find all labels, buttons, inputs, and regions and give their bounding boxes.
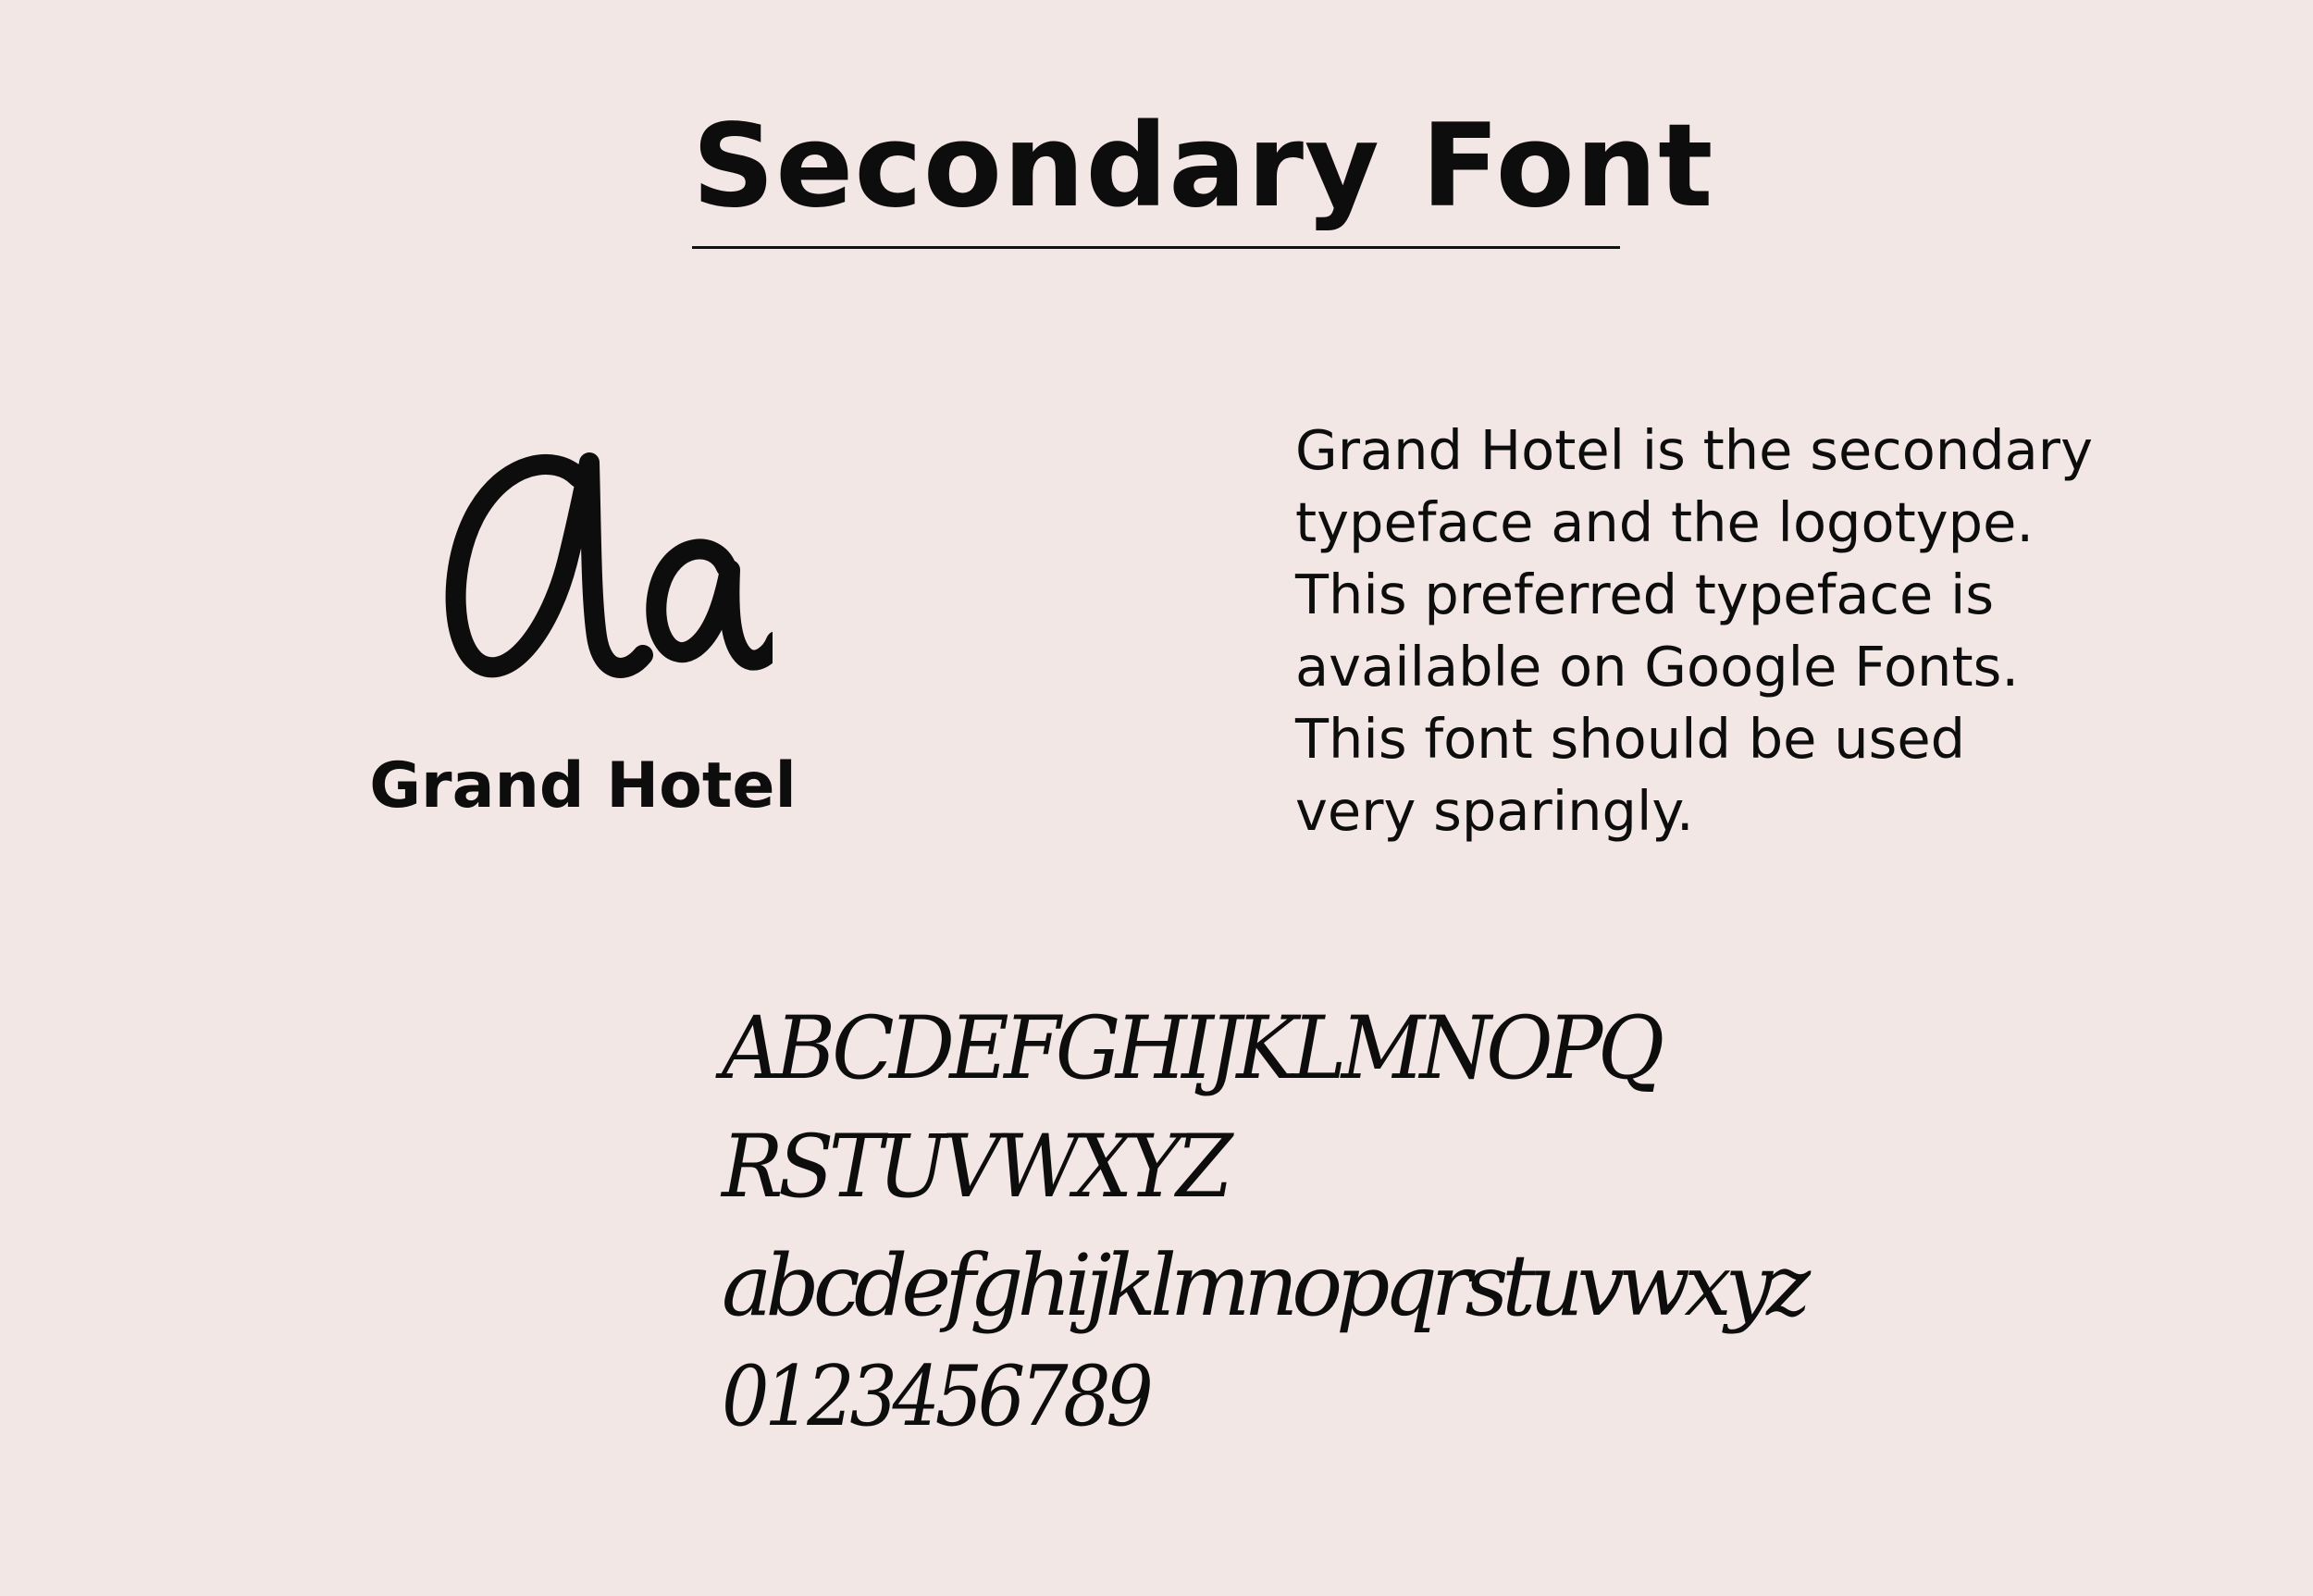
page-title: Secondary Font (692, 100, 1714, 233)
description-line: This preferred typeface is (1295, 563, 1995, 626)
lowercase-line: abcdefghijklmnopqrstuvwxyz (722, 1236, 1805, 1335)
description-line: available on Google Fonts. (1295, 635, 2020, 699)
description-line: very sparingly. (1295, 779, 1694, 843)
digits-line: 0123456789 (722, 1348, 1149, 1445)
character-set (722, 990, 1805, 1449)
font-description (1295, 414, 2276, 847)
uppercase-line-2: RSTUVWXYZ (722, 1117, 1228, 1218)
glyph-sample-aa (421, 405, 773, 701)
description-line: This font should be used (1295, 707, 1966, 771)
uppercase-line-1: ABCDEFGHIJKLMNOPQ (722, 998, 1660, 1099)
description-line: typeface and the logotype. (1295, 490, 2035, 554)
title-underline (692, 246, 1620, 249)
description-line: Grand Hotel is the secondary (1295, 418, 2093, 482)
font-name-label: Grand Hotel (369, 749, 797, 823)
